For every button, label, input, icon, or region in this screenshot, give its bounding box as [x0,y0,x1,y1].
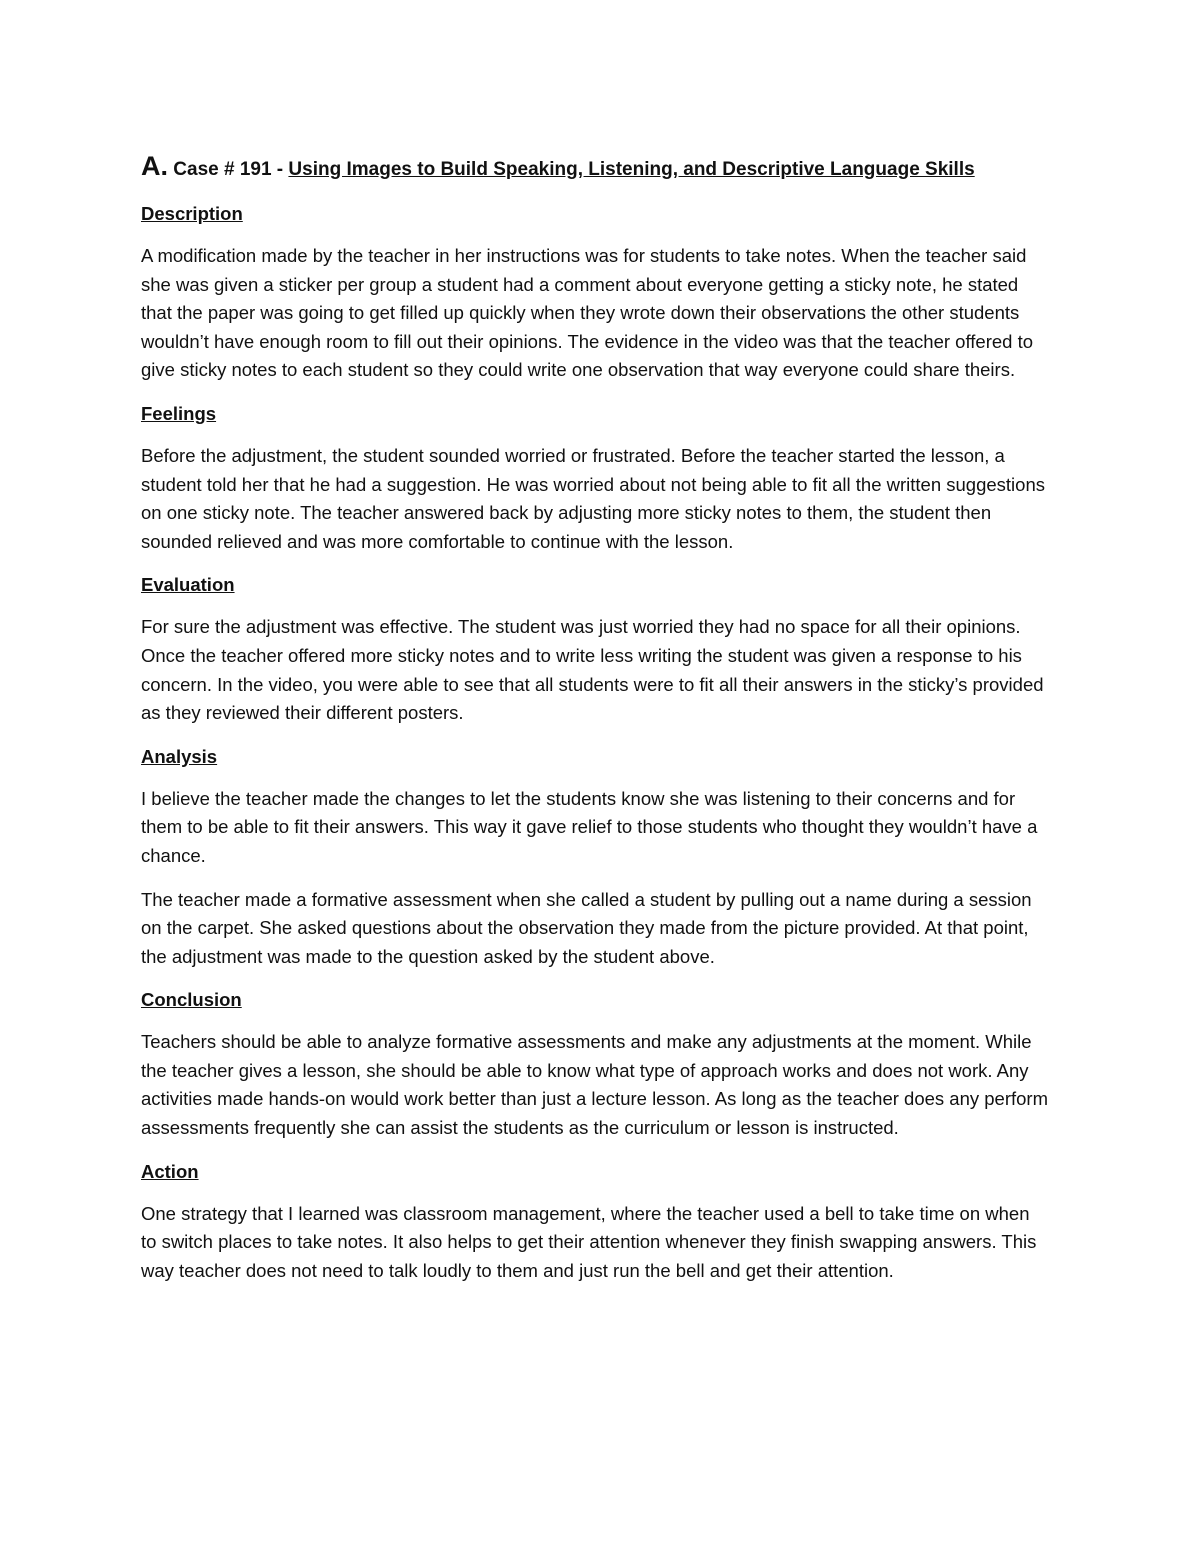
section-paragraph: A modification made by the teacher in her instructions was for students to take notes. When the teacher said she was given a sticker per group a student had a comment about everyone getting a sticky note, he stated that the paper was going to get filled up quickly when they wrote down their observations the other students wouldn’t have enough room to fill out their opinions. The evidence in the video was that the teacher offered to give sticky notes to each student so they could write one observation that way everyone could share theirs. [141,245,1034,381]
title-main: Using Images to Build Speaking, Listening, and Descriptive Language Skills [288,159,975,180]
section-heading: Action [141,1160,199,1182]
section-heading: Evaluation [141,574,235,596]
section-paragraph: I believe the teacher made the changes to let the students know she was listening to their concerns and for them to be able to fit their answers. This way it gave relief to those students who thought they wouldn’t have a chance. [141,787,1038,866]
document-title [141,150,1050,186]
section-analysis [141,743,1050,972]
section-description [141,200,1050,385]
title-case-number: Case # 191 - [168,159,289,180]
section-heading: Analysis [141,745,218,767]
section-feelings [141,400,1050,556]
section-heading: Feelings [141,402,217,424]
section-paragraph: For sure the adjustment was effective. The student was just worried they had no space for all their opinions. Once the teacher offered more sticky notes and to write less writing the student was given a response to his concern. In the video, you were able to see that all students were to fit all their answers in the sticky’s provided as they reviewed their different posters. [141,616,1044,724]
section-paragraph: Teachers should be able to analyze formative assessments and make any adjustments at the moment. While the teacher gives a lesson, she should be able to know what type of approach works and does not work. Any activities made hands-on would work better than just a lecture lesson. As long as the teacher does any perform assessments frequently she can assist the students as the curriculum or lesson is instructed. [141,1031,1048,1139]
section-heading: Description [141,203,243,224]
section-paragraph: One strategy that I learned was classroom management, where the teacher used a bell to take time on when to switch places to take notes. It also helps to get their attention whenever they finish swapping answers. This way teacher does not need to talk loudly to them and just run the bell and get their attention. [141,1202,1037,1281]
section-action [141,1158,1050,1286]
section-paragraph: The teacher made a formative assessment when she called a student by pulling out a name during a session on the carpet. She asked questions about the observation they made from the picture provided. At that point, the adjustment was made to the question asked by the student above. [141,888,1032,967]
section-paragraph: Before the adjustment, the student sounded worried or frustrated. Before the teacher started the lesson, a student told her that he had a suggestion. He was worried about not being able to fit all the written suggestions on one sticky note. The teacher answered back by adjusting more sticky notes to them, the student then sounded relieved and was more comfortable to continue with the lesson. [141,444,1045,552]
section-evaluation [141,571,1050,727]
section-conclusion [141,986,1050,1142]
title-letter: A. [141,151,168,181]
section-heading: Conclusion [141,989,242,1011]
